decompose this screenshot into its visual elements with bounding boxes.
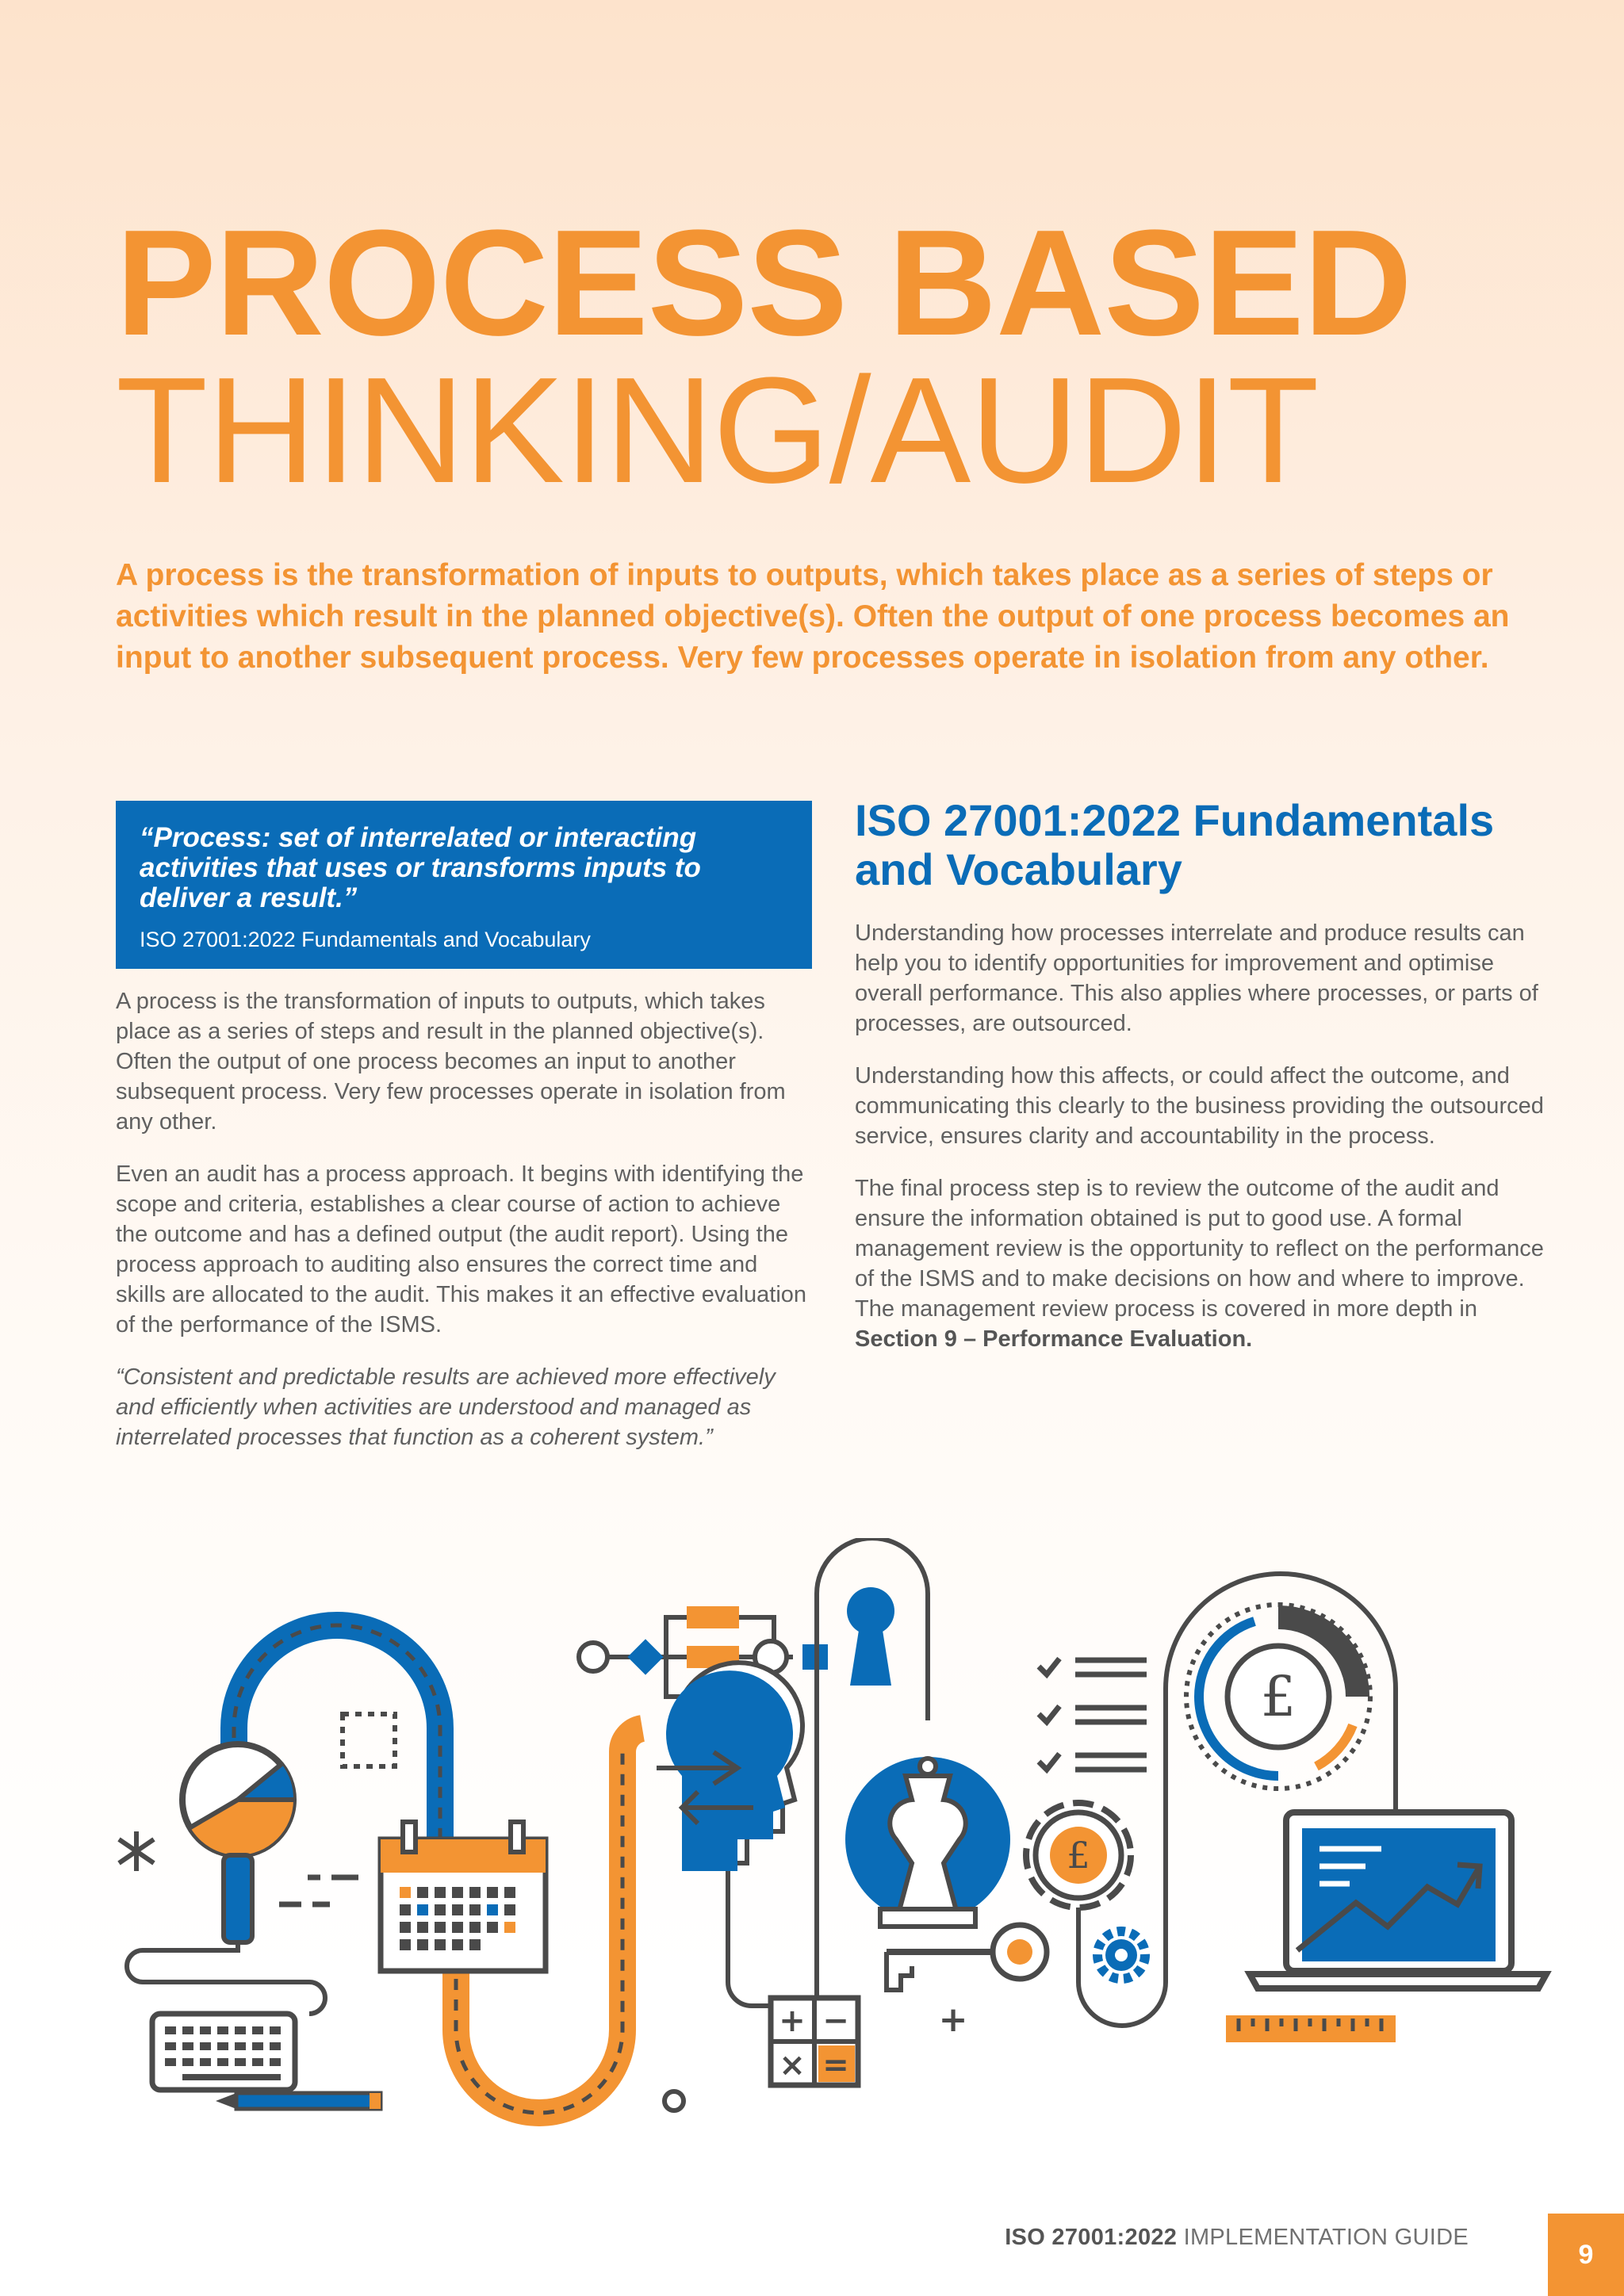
small-circle-icon bbox=[665, 2091, 684, 2110]
gear-pound-icon bbox=[1026, 1803, 1131, 1908]
dial-currency-symbol: £ bbox=[1260, 1664, 1297, 1729]
pie-chart-magnifier-icon bbox=[182, 1744, 293, 1942]
calculator-icon bbox=[771, 1998, 858, 2085]
ruler-icon bbox=[1226, 2015, 1396, 2042]
times-key: × bbox=[779, 2047, 806, 2084]
laptop-chart-icon bbox=[1250, 1812, 1546, 1988]
left-column bbox=[116, 986, 814, 1475]
footer-label: IMPLEMENTATION GUIDE bbox=[1177, 2225, 1469, 2250]
footer-brand: ISO 27001:2022 bbox=[1005, 2225, 1178, 2250]
plus-sign-icon: + bbox=[938, 1999, 968, 2040]
key-icon bbox=[887, 1925, 1047, 1990]
keyboard-icon bbox=[127, 1942, 325, 2090]
right-paragraph-1: Understanding how processes interrelate and produce results can help you to identify opportunities for improvement and optimise overall performance. This also applies where processes, or parts of processes, are outsourced. bbox=[855, 920, 1538, 1036]
left-paragraph-1: A process is the transformation of inputs to outputs, which takes place as a series of steps and result in the planned objective(s). Often the output of one process becomes an input to another subsequent process. Very few processes operate in isolation from any other. bbox=[116, 989, 786, 1135]
dotted-square-icon bbox=[343, 1714, 395, 1766]
left-italic-quote: “Consistent and predictable results are achieved more effectively and efficiently when activities are understood and managed as interrelated processes that function as a coherent system.” bbox=[116, 1364, 776, 1450]
page-number: 9 bbox=[1548, 2214, 1624, 2296]
page-title-line-2: THINKING/AUDIT bbox=[116, 346, 1319, 515]
lead-paragraph: A process is the transformation of inputs to outputs, which takes place as a series of steps or activities which result in the planned objective(s). Often the output of one process becomes an input to another subsequent process. Very few processes operate in isolation from any other. bbox=[116, 558, 1510, 675]
definition-quote-box bbox=[116, 801, 812, 969]
definition-quote: “Process: set of interrelated or interacting activities that uses or transforms inputs to deliver a result.” bbox=[140, 822, 701, 913]
process-illustration bbox=[0, 1538, 1624, 2188]
head-arrows-icon bbox=[657, 1663, 802, 1871]
definition-source: ISO 27001:2022 Fundamentals and Vocabulary bbox=[140, 928, 591, 951]
equals-key: = bbox=[822, 2047, 849, 2084]
plus-key: + bbox=[779, 2003, 806, 2039]
right-column bbox=[855, 796, 1553, 1376]
left-paragraph-2: Even an audit has a process approach. It begins with identifying the scope and criteria, establishes a clear course of action to achieve the outcome and has a defined output (the audit report). Using the process approach to auditing also ensures the correct time and skills are allocated to the audit. This makes it an effective evaluation of the performance of the ISMS. bbox=[116, 1161, 807, 1337]
small-gear-icon bbox=[1097, 1931, 1145, 1979]
right-paragraph-2: Understanding how this affects, or could affect the outcome, and communicating this clearly to the business providing the outsourced service, ensures clarity and accountability in the process. bbox=[855, 1063, 1544, 1149]
section-reference: Section 9 – Performance Evaluation. bbox=[855, 1326, 1253, 1352]
page-title-line-1: PROCESS BASED bbox=[116, 199, 1412, 367]
checklist-icon bbox=[1039, 1659, 1147, 1770]
right-paragraph-3 bbox=[855, 1173, 1553, 1354]
pencil-icon bbox=[216, 2093, 381, 2109]
right-paragraph-3-text: The final process step is to review the outcome of the audit and ensure the information obtained is put to good use. A formal management review is the opportunity to reflect on the performance of the ISMS and to make decisions on how and where to improve. The management review process is covered in more depth in bbox=[855, 1176, 1544, 1322]
chess-king-icon bbox=[845, 1757, 1010, 1927]
sparkle-icon bbox=[119, 1831, 154, 1871]
section-heading: ISO 27001:2022 Fundamentals and Vocabulary bbox=[855, 795, 1495, 894]
footer-guide-label bbox=[1005, 2225, 1469, 2251]
minus-key: − bbox=[822, 2003, 849, 2039]
gear-currency-symbol: £ bbox=[1067, 1834, 1090, 1877]
calendar-icon bbox=[381, 1822, 546, 1971]
